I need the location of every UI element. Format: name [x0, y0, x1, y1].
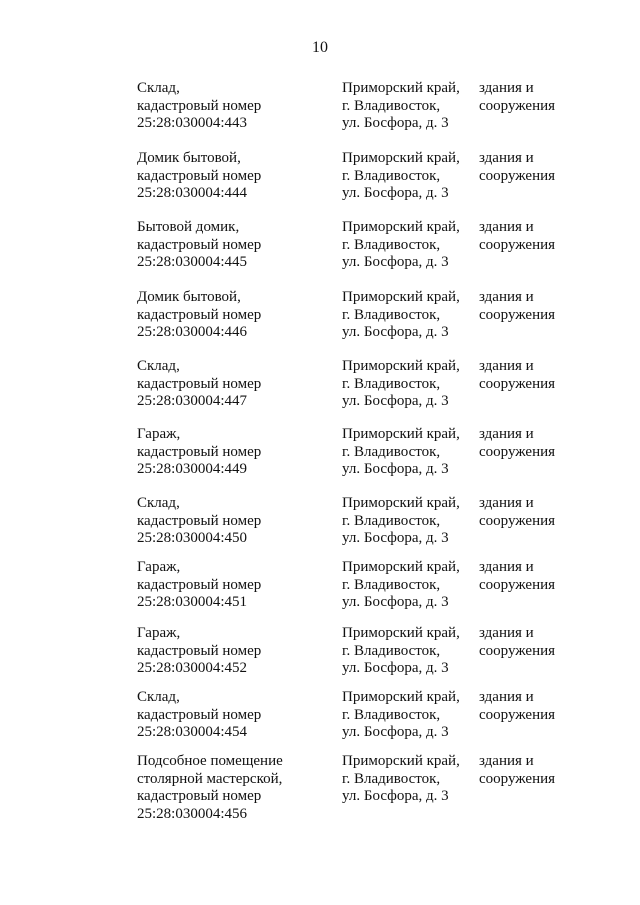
- cell-line: ул. Босфора, д. 3: [342, 393, 449, 409]
- cell-line: 25:28:030004:443: [137, 115, 248, 131]
- cell-line: ул. Босфора, д. 3: [342, 254, 449, 270]
- cell-line: здания и: [479, 753, 534, 769]
- cell-line: Приморский край,: [342, 358, 460, 374]
- object-name-cell: [137, 426, 332, 479]
- object-type-cell: [479, 689, 609, 724]
- cell-line: кадастровый номер: [137, 443, 262, 460]
- cell-line: ул. Босфора, д. 3: [342, 324, 449, 340]
- page-number: 10: [312, 39, 328, 56]
- cell-line: здания и: [479, 80, 534, 96]
- cell-line: Приморский край,: [342, 289, 460, 305]
- cell-line: сооружения: [479, 443, 556, 460]
- object-type-cell: [479, 289, 609, 324]
- object-name-cell: [137, 495, 332, 548]
- cell-line: ул. Босфора, д. 3: [342, 185, 449, 201]
- cell-line: 25:28:030004:456: [137, 805, 248, 822]
- object-name-cell: [137, 289, 332, 342]
- cell-line: г. Владивосток,: [342, 236, 441, 253]
- object-type-cell: [479, 495, 609, 530]
- cell-line: Приморский край,: [342, 625, 460, 641]
- cell-line: кадастровый номер: [137, 97, 262, 114]
- cell-line: здания и: [479, 625, 534, 641]
- cell-line: Приморский край,: [342, 80, 460, 96]
- cell-line: кадастровый номер: [137, 236, 262, 253]
- cell-line: 25:28:030004:444: [137, 185, 248, 201]
- cell-line: г. Владивосток,: [342, 706, 441, 723]
- cell-line: г. Владивосток,: [342, 375, 441, 392]
- cell-line: здания и: [479, 289, 534, 305]
- object-type-cell: [479, 150, 609, 185]
- cell-line: кадастровый номер: [137, 576, 262, 593]
- cell-line: Приморский край,: [342, 219, 460, 235]
- cell-line: Склад,: [137, 80, 180, 96]
- object-type-cell: [479, 219, 609, 254]
- cell-line: Приморский край,: [342, 495, 460, 511]
- cell-line: кадастровый номер: [137, 375, 262, 392]
- cell-line: Приморский край,: [342, 426, 460, 442]
- cell-line: Склад,: [137, 689, 180, 705]
- object-name-cell: [137, 150, 332, 203]
- cell-line: кадастровый номер: [137, 706, 262, 723]
- object-type-cell: [479, 753, 609, 788]
- cell-line: Гараж,: [137, 426, 181, 442]
- object-name-cell: [137, 358, 332, 411]
- cell-line: г. Владивосток,: [342, 167, 441, 184]
- object-type-cell: [479, 559, 609, 594]
- object-type-cell: [479, 426, 609, 461]
- cell-line: ул. Босфора, д. 3: [342, 594, 449, 610]
- cell-line: кадастровый номер: [137, 512, 262, 529]
- cell-line: ул. Босфора, д. 3: [342, 461, 449, 477]
- cell-line: Гараж,: [137, 559, 181, 575]
- cell-line: 25:28:030004:446: [137, 324, 248, 340]
- object-name-cell: [137, 559, 332, 612]
- cell-line: сооружения: [479, 375, 556, 392]
- address-cell: [342, 625, 472, 678]
- cell-line: сооружения: [479, 236, 556, 253]
- cell-line: 25:28:030004:452: [137, 660, 248, 676]
- cell-line: сооружения: [479, 706, 556, 723]
- cell-line: ул. Босфора, д. 3: [342, 724, 449, 740]
- cell-line: здания и: [479, 150, 534, 166]
- cell-line: Подсобное помещение: [137, 753, 283, 769]
- cell-line: 25:28:030004:450: [137, 530, 248, 546]
- cell-line: сооружения: [479, 576, 556, 593]
- cell-line: Приморский край,: [342, 689, 460, 705]
- object-name-cell: [137, 219, 332, 272]
- cell-line: ул. Босфора, д. 3: [342, 788, 449, 804]
- address-cell: [342, 753, 472, 806]
- cell-line: кадастровый номер: [137, 167, 262, 184]
- cell-line: 25:28:030004:445: [137, 254, 248, 270]
- cell-line: г. Владивосток,: [342, 512, 441, 529]
- cell-line: г. Владивосток,: [342, 97, 441, 114]
- object-type-cell: [479, 80, 609, 115]
- cell-line: г. Владивосток,: [342, 642, 441, 659]
- cell-line: Приморский край,: [342, 559, 460, 575]
- object-type-cell: [479, 358, 609, 393]
- cell-line: ул. Босфора, д. 3: [342, 530, 449, 546]
- object-name-cell: [137, 80, 332, 133]
- address-cell: [342, 495, 472, 548]
- object-name-cell: [137, 625, 332, 678]
- cell-line: Склад,: [137, 358, 180, 374]
- cell-line: Домик бытовой,: [137, 150, 241, 166]
- object-type-cell: [479, 625, 609, 660]
- cell-line: Гараж,: [137, 625, 181, 641]
- cell-line: сооружения: [479, 770, 556, 787]
- cell-line: г. Владивосток,: [342, 443, 441, 460]
- cell-line: столярной мастерской,: [137, 770, 283, 787]
- cell-line: сооружения: [479, 167, 556, 184]
- address-cell: [342, 150, 472, 203]
- cell-line: кадастровый номер: [137, 306, 262, 323]
- cell-line: г. Владивосток,: [342, 306, 441, 323]
- cell-line: сооружения: [479, 97, 556, 114]
- cell-line: здания и: [479, 426, 534, 442]
- cell-line: кадастровый номер: [137, 642, 262, 659]
- address-cell: [342, 426, 472, 479]
- cell-line: 25:28:030004:451: [137, 594, 248, 610]
- object-name-cell: [137, 689, 332, 742]
- cell-line: сооружения: [479, 512, 556, 529]
- cell-line: сооружения: [479, 642, 556, 659]
- cell-line: Домик бытовой,: [137, 289, 241, 305]
- cell-line: здания и: [479, 559, 534, 575]
- cell-line: ул. Босфора, д. 3: [342, 660, 449, 676]
- cell-line: здания и: [479, 219, 534, 235]
- cell-line: Приморский край,: [342, 753, 460, 769]
- object-name-cell: [137, 753, 332, 823]
- cell-line: 25:28:030004:447: [137, 393, 248, 409]
- cell-line: здания и: [479, 495, 534, 511]
- cell-line: г. Владивосток,: [342, 770, 441, 787]
- address-cell: [342, 358, 472, 411]
- cell-line: 25:28:030004:454: [137, 724, 248, 740]
- address-cell: [342, 80, 472, 133]
- cell-line: г. Владивосток,: [342, 576, 441, 593]
- cell-line: Бытовой домик,: [137, 219, 240, 235]
- cell-line: 25:28:030004:449: [137, 461, 248, 477]
- cell-line: здания и: [479, 358, 534, 374]
- cell-line: здания и: [479, 689, 534, 705]
- address-cell: [342, 559, 472, 612]
- cell-line: сооружения: [479, 306, 556, 323]
- cell-line: Склад,: [137, 495, 180, 511]
- address-cell: [342, 689, 472, 742]
- cell-line: Приморский край,: [342, 150, 460, 166]
- cell-line: кадастровый номер: [137, 788, 262, 804]
- cell-line: ул. Босфора, д. 3: [342, 115, 449, 131]
- address-cell: [342, 289, 472, 342]
- address-cell: [342, 219, 472, 272]
